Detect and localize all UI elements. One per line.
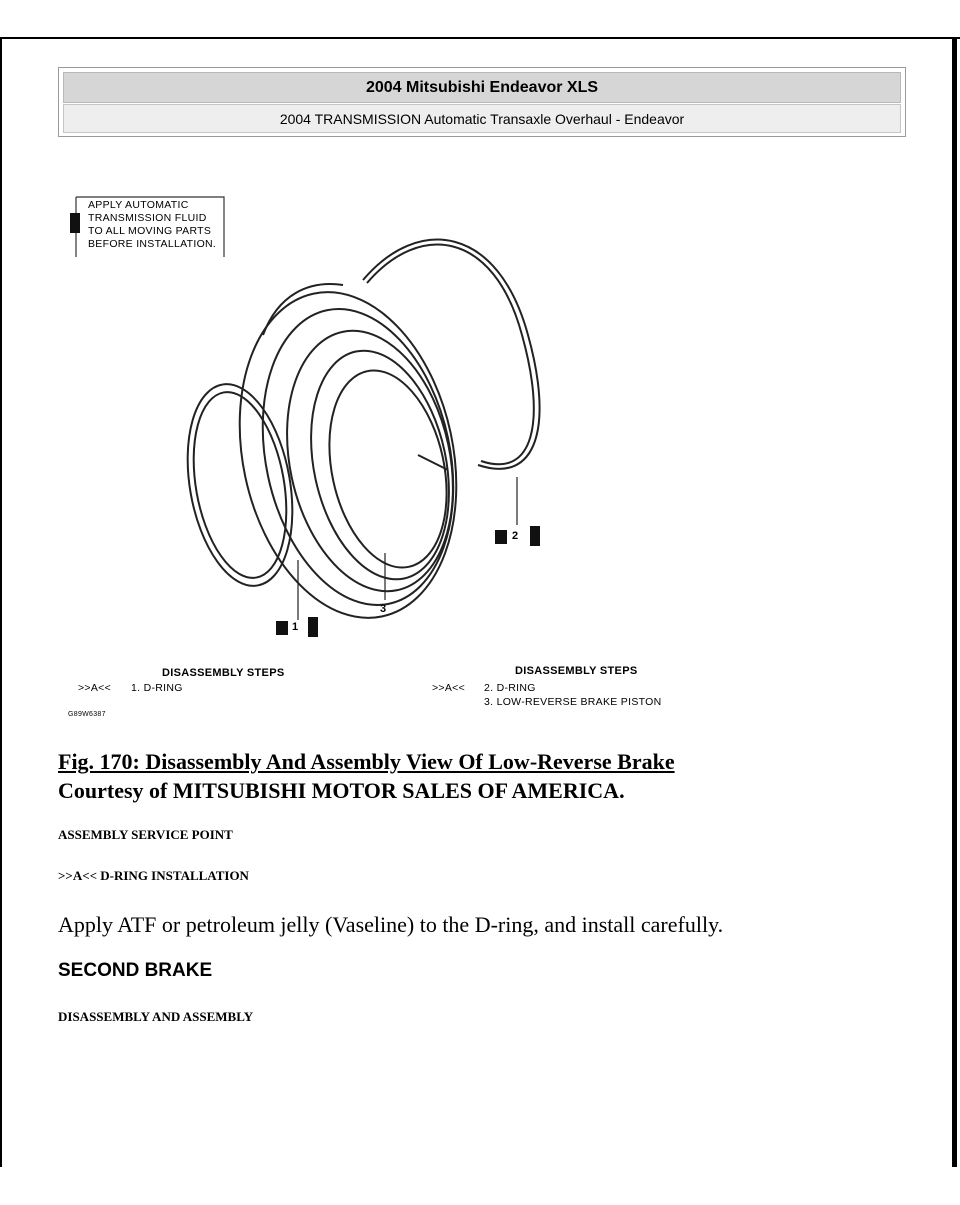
courtesy-line: Courtesy of MITSUBISHI MOTOR SALES OF AMERICA. bbox=[58, 778, 625, 803]
right-steps-heading: DISASSEMBLY STEPS bbox=[515, 665, 638, 677]
page-frame-left bbox=[0, 37, 2, 1167]
brake-piston-drawing bbox=[58, 185, 758, 725]
left-steps-marker: >>A<< bbox=[78, 682, 112, 694]
low-reverse-brake-piston bbox=[211, 272, 485, 638]
callout-3: 3 bbox=[380, 603, 387, 615]
callout-markers bbox=[70, 213, 540, 637]
note-line-1: APPLY AUTOMATIC bbox=[88, 199, 189, 211]
left-steps-heading: DISASSEMBLY STEPS bbox=[162, 667, 285, 679]
note-line-4: BEFORE INSTALLATION. bbox=[88, 238, 217, 250]
header-subtitle: 2004 TRANSMISSION Automatic Transaxle Overhaul - Endeavor bbox=[63, 104, 901, 133]
section-label: ASSEMBLY SERVICE POINT bbox=[58, 827, 233, 842]
right-steps-marker: >>A<< bbox=[432, 682, 466, 694]
left-step-item-1: 1. D-RING bbox=[131, 682, 183, 694]
figure-code: G89W6387 bbox=[68, 711, 106, 718]
callout-1: 1 bbox=[292, 621, 299, 633]
subsection-label: >>A<< D-RING INSTALLATION bbox=[58, 868, 249, 883]
section-heading: SECOND BRAKE bbox=[58, 960, 213, 981]
page-frame-right bbox=[952, 37, 957, 1167]
page-frame-top bbox=[0, 37, 960, 39]
figure-caption[interactable]: Fig. 170: Disassembly And Assembly View Of Low-Reverse Brake bbox=[58, 749, 675, 774]
right-step-item-2: 2. D-RING bbox=[484, 682, 536, 694]
note-line-2: TRANSMISSION FLUID bbox=[88, 212, 207, 224]
note-line-3: TO ALL MOVING PARTS bbox=[88, 225, 212, 237]
callout-2: 2 bbox=[512, 530, 519, 542]
body-paragraph: Apply ATF or petroleum jelly (Vaseline) to the D-ring, and install carefully. bbox=[58, 912, 724, 937]
right-step-item-3: 3. LOW-REVERSE BRAKE PISTON bbox=[484, 696, 662, 708]
document-header bbox=[58, 67, 906, 137]
exploded-view-figure bbox=[58, 185, 758, 725]
subheading: DISASSEMBLY AND ASSEMBLY bbox=[58, 1009, 254, 1024]
header-title: 2004 Mitsubishi Endeavor XLS bbox=[63, 72, 901, 103]
